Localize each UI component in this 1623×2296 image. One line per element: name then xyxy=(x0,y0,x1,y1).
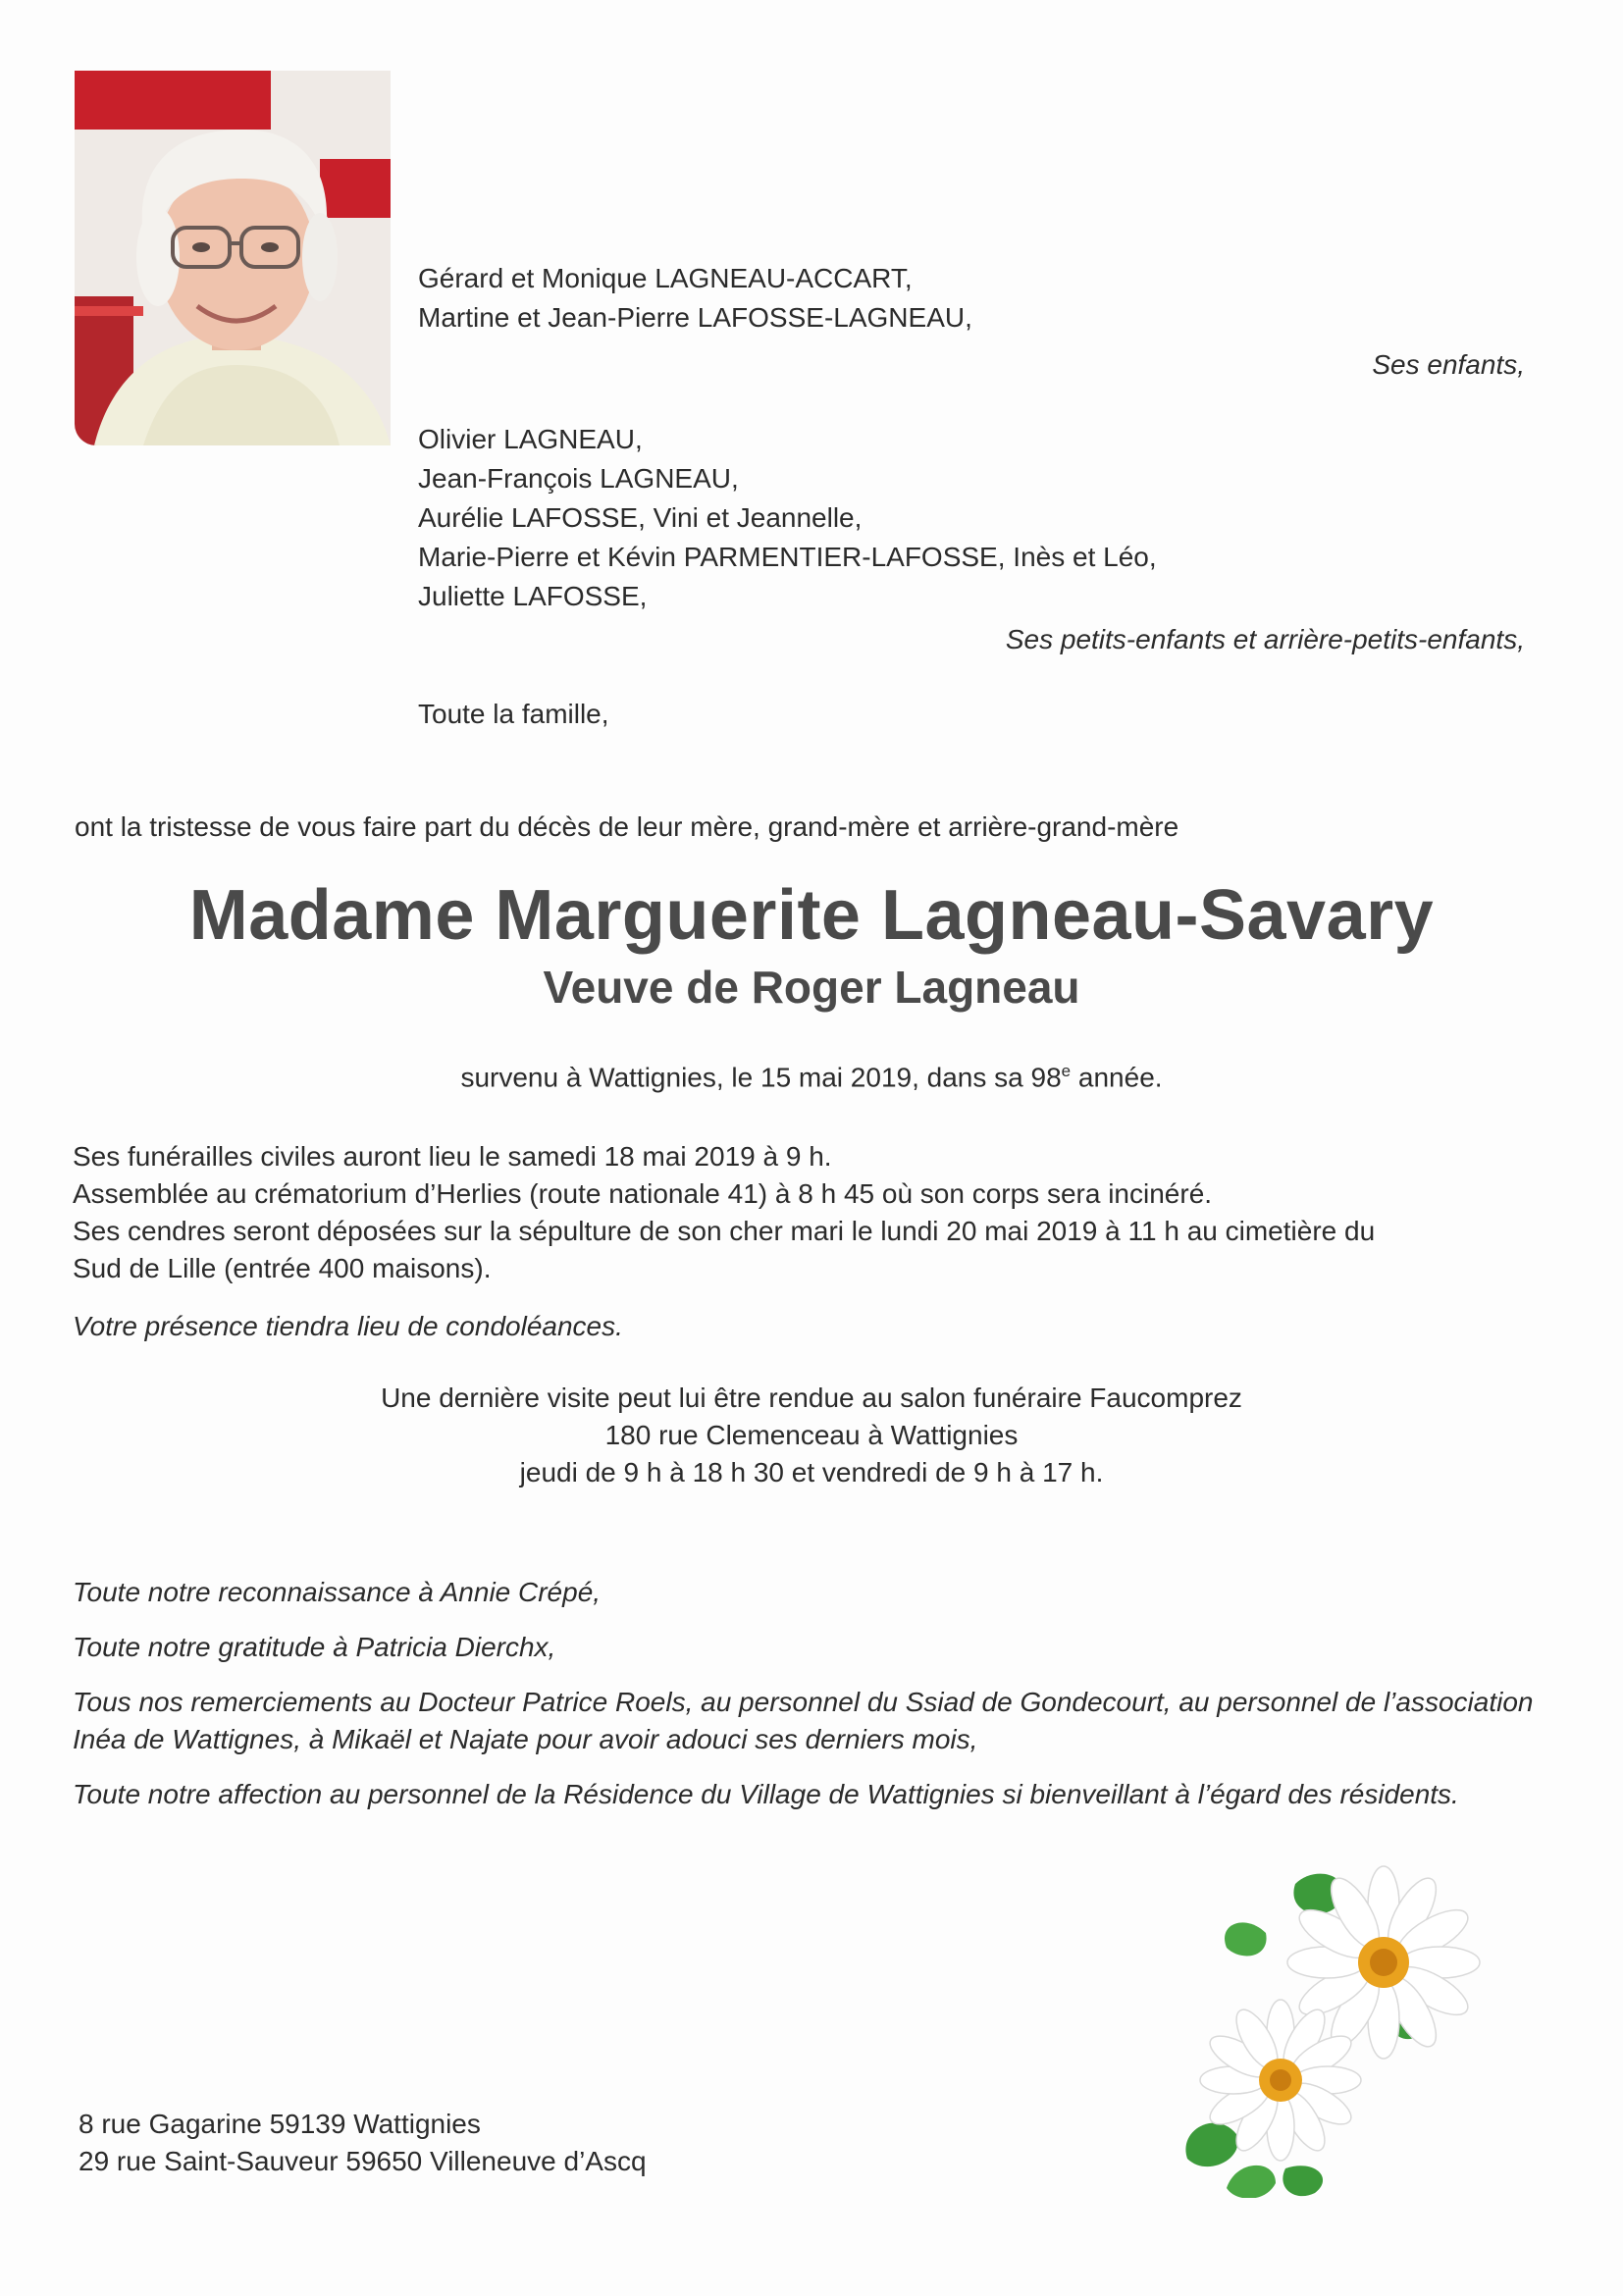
death-details-text: survenu à Wattignies, le 15 mai 2019, dans sa 98 xyxy=(460,1062,1062,1093)
thanks-line: Toute notre affection au personnel de la Résidence du Village de Wattignies si bienveillant à l’égard des résidents. xyxy=(73,1779,1459,1809)
address-line: 8 rue Gagarine 59139 Wattignies xyxy=(79,2109,481,2139)
thanks-line: Toute notre reconnaissance à Annie Crépé, xyxy=(73,1577,602,1607)
children-caption: Ses enfants, xyxy=(1372,349,1525,380)
funeral-line: Sud de Lille (entrée 400 maisons). xyxy=(73,1253,492,1283)
funeral-line: Ses funérailles civiles auront lieu le samedi 18 mai 2019 à 9 h. xyxy=(73,1141,832,1172)
grandchild-line: Juliette LAFOSSE, xyxy=(418,581,648,611)
visit-line: jeudi de 9 h à 18 h 30 et vendredi de 9 h à 17 h. xyxy=(519,1457,1104,1487)
portrait-photo xyxy=(75,71,391,445)
visit-details xyxy=(0,1380,1623,1491)
grandchildren-list xyxy=(418,420,1157,616)
child-line: Martine et Jean-Pierre LAFOSSE-LAGNEAU, xyxy=(418,302,972,333)
address-line: 29 rue Saint-Sauveur 59650 Villeneuve d’Ascq xyxy=(79,2146,647,2176)
grandchild-line: Jean-François LAGNEAU, xyxy=(418,463,739,494)
acknowledgements xyxy=(73,1574,1564,1831)
death-details-end: année. xyxy=(1071,1062,1163,1093)
thanks-line: Toute notre gratitude à Patricia Dierchx, xyxy=(73,1632,556,1662)
grandchildren-caption: Ses petits-enfants et arrière-petits-enfants, xyxy=(1005,624,1525,654)
grandchild-line: Aurélie LAFOSSE, Vini et Jeannelle, xyxy=(418,502,863,533)
funeral-details xyxy=(73,1138,1375,1287)
child-line: Gérard et Monique LAGNEAU-ACCART, xyxy=(418,263,913,293)
daisy-flowers-icon xyxy=(1168,1864,1501,2198)
thanks-line: Inéa de Wattignes, à Mikaël et Najate pour avoir adouci ses derniers mois, xyxy=(73,1724,978,1754)
announcement-intro: ont la tristesse de vous faire part du décès de leur mère, grand-mère et arrière-grand-mère xyxy=(75,811,1179,842)
death-details xyxy=(0,1052,1623,1097)
family-addresses xyxy=(79,2106,647,2180)
deceased-subtitle: Veuve de Roger Lagneau xyxy=(543,962,1080,1013)
thanks-line: Tous nos remerciements au Docteur Patrice Roels, au personnel du Ssiad de Gondecourt, au personnel de l’association xyxy=(73,1687,1534,1717)
grandchild-line: Olivier LAGNEAU, xyxy=(418,424,643,454)
whole-family-line: Toute la famille, xyxy=(418,699,609,729)
visit-line: Une dernière visite peut lui être rendue au salon funéraire Faucomprez xyxy=(381,1383,1242,1413)
children-list xyxy=(418,259,972,338)
ordinal-suffix: e xyxy=(1061,1062,1072,1080)
visit-line: 180 rue Clemenceau à Wattignies xyxy=(604,1420,1019,1450)
funeral-line: Assemblée au crématorium d’Herlies (route nationale 41) à 8 h 45 où son corps sera incinéré. xyxy=(73,1178,1213,1209)
funeral-line: Ses cendres seront déposées sur la sépulture de son cher mari le lundi 20 mai 2019 à 11 h au cimetière du xyxy=(73,1216,1376,1246)
deceased-name: Madame Marguerite Lagneau-Savary xyxy=(188,876,1435,955)
grandchild-line: Marie-Pierre et Kévin PARMENTIER-LAFOSSE, Inès et Léo, xyxy=(418,542,1157,572)
condolences-note: Votre présence tiendra lieu de condoléances. xyxy=(73,1311,623,1341)
